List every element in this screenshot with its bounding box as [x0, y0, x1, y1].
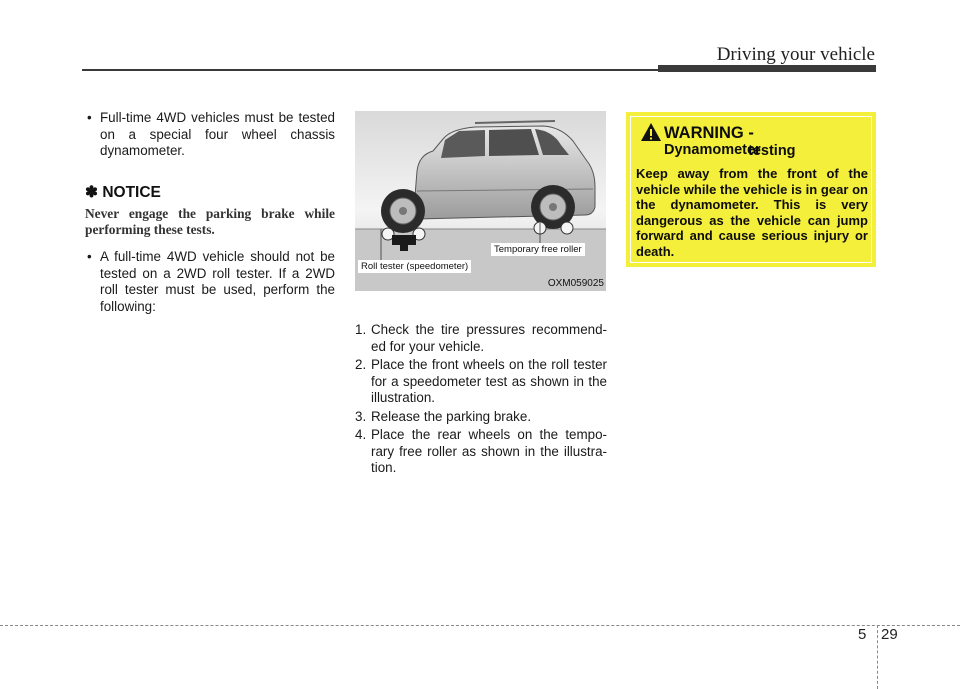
chapter-number: 5 [858, 626, 867, 643]
steps-list [355, 322, 607, 479]
running-header: Driving your vehicle [716, 44, 875, 65]
label-temporary-free-roller: Temporary free roller [491, 243, 585, 256]
warning-title-sub: testing [748, 143, 796, 159]
warning-box [626, 112, 876, 267]
list-item: 3. Release the parking brake. [355, 408, 532, 424]
footer-divider [877, 625, 878, 689]
warning-title: WARNING - Dynamometer [664, 124, 761, 158]
warning-body: Keep away from the front of the vehicle while the vehicle is in gear on the dynamometer. This is very dangerous as the vehicle can jump forward and cause serious injury or death. [636, 166, 868, 259]
page-number: 29 [881, 626, 898, 643]
dynamometer-illustration [355, 111, 606, 291]
list-item: 1. Check the tire pressures recommend-ed for your vehicle. [355, 322, 607, 354]
notice-body: Never engage the parking brake while performing these tests. [85, 206, 335, 237]
warning-triangle-icon [640, 122, 662, 142]
bullet-4wd-dynamometer: • Full-time 4WD vehicles must be tested on a special four wheel chassis dynamometer. [85, 110, 335, 160]
bullet-2wd-roll-tester: • A full-time 4WD vehicle should not be tested on a 2WD roll tester. If a 2WD roll tester must be used, perform the following: [85, 249, 335, 315]
header-rule-accent [658, 65, 876, 72]
figure-code: OXM059025 [547, 278, 604, 289]
notice-heading [85, 185, 335, 202]
header-rule [82, 69, 662, 71]
left-column [85, 110, 335, 315]
list-item: 4. Place the rear wheels on the tempo-rary free roller as shown in the illustra-tion. [355, 427, 607, 475]
notice-symbol-icon: ✽ [85, 183, 98, 201]
footer-rule [0, 625, 960, 626]
list-item: 2. Place the front wheels on the roll tester for a speedometer test as shown in the illustration. [355, 357, 607, 405]
notice-title: NOTICE [102, 183, 161, 201]
label-roll-tester: Roll tester (speedometer) [358, 260, 471, 273]
